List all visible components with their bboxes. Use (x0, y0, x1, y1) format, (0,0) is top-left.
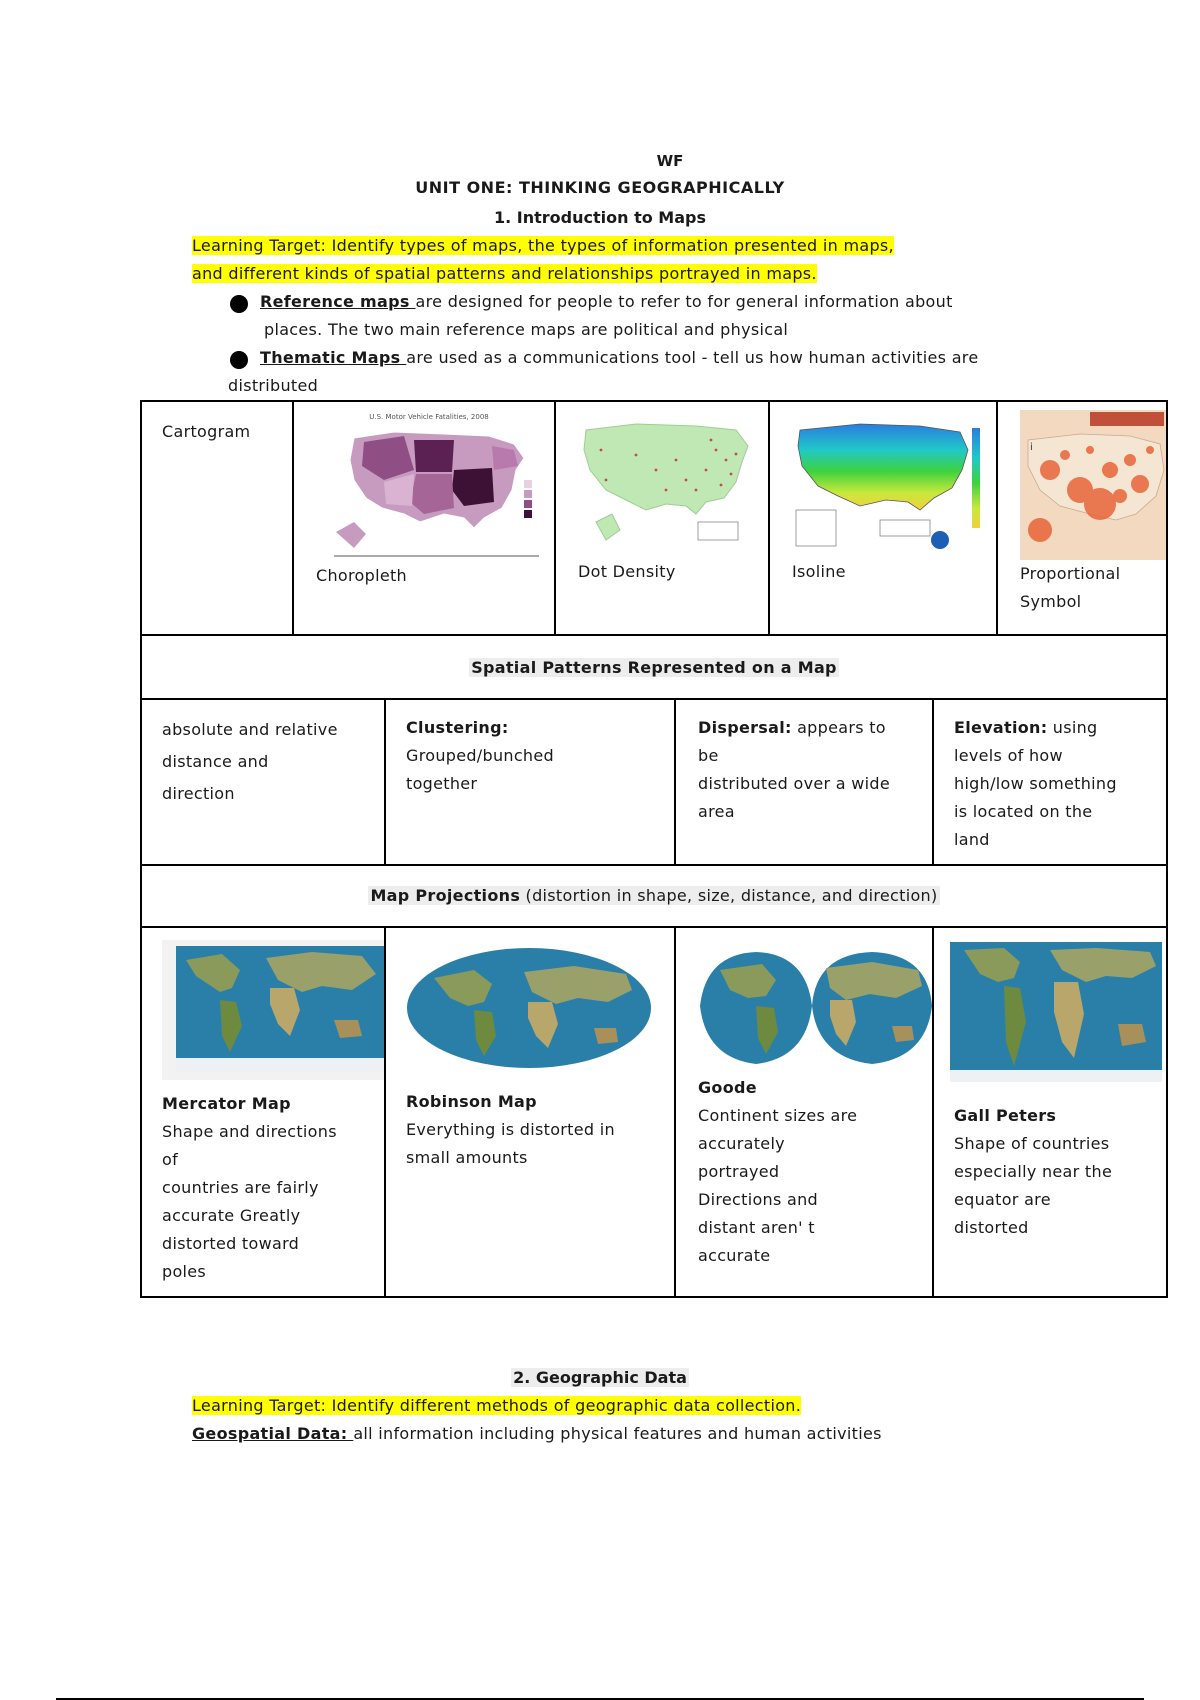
learning-target-1-line1: Learning Target: Identify types of maps, the types of information presented in maps, (192, 236, 894, 255)
maps-table (140, 400, 1168, 1298)
dot-density-label: Dot Density (578, 562, 676, 581)
isoline-label: Isoline (792, 562, 846, 581)
spatial-patterns-row (141, 699, 1167, 865)
proportional-symbol-cell (997, 401, 1167, 635)
clustering-text: Clustering: Grouped/bunched together (406, 718, 554, 793)
isoline-map-image (790, 410, 990, 556)
reference-maps-line1: Reference maps are designed for people to refer to for general information about (260, 292, 953, 311)
thematic-maps-line1: Thematic Maps are used as a communications tool - tell us how human activities are (260, 348, 979, 367)
spatial-patterns-heading: Spatial Patterns Represented on a Map (471, 658, 837, 677)
reference-maps-line2: places. The two main reference maps are political and physical (264, 320, 789, 339)
geospatial-data-term: Geospatial Data: (192, 1424, 354, 1443)
thematic-maps-line2: distributed (228, 376, 319, 395)
elevation-text: Elevation: using levels of how high/low something is located on the land (954, 718, 1117, 849)
isoline-cell (769, 401, 997, 635)
proportional-symbol-map-image (1020, 410, 1166, 560)
map-projections-heading: Map Projections (distortion in shape, size, distance, and direction) (370, 886, 938, 905)
learning-target-2: Learning Target: Identify different methods of geographic data collection. (192, 1396, 802, 1415)
reference-maps-term: Reference maps (260, 292, 416, 311)
svg-text:i: i (1030, 442, 1033, 453)
dot-density-map-image (576, 410, 756, 550)
goode-map-image (696, 946, 932, 1076)
choropleth-cell (293, 401, 555, 635)
robinson-description: Robinson Map Everything is distorted in small amounts (406, 1092, 615, 1167)
goode-description: Goode Continent sizes are accurately portrayed Directions and distant aren' t accurate (698, 1078, 858, 1265)
mercator-description: Mercator Map Shape and directions of countries are fairly accurate Greatly distorted toward poles (162, 1094, 337, 1281)
distance-direction-text: absolute and relative distance and direction (162, 720, 338, 803)
bullet-icon (230, 351, 248, 369)
learning-target-1-line2: and different kinds of spatial patterns and relationships portrayed in maps. (192, 264, 817, 283)
initials: WF (656, 152, 684, 170)
svg-text:U.S. Motor Vehicle Fatalities,: U.S. Motor Vehicle Fatalities, 2008 (369, 413, 489, 421)
map-projections-row (141, 927, 1167, 1297)
gall-peters-description: Gall Peters Shape of countries especially near the equator are distorted (954, 1106, 1113, 1237)
choropleth-label: Choropleth (316, 566, 407, 585)
thematic-maps-term: Thematic Maps (260, 348, 407, 367)
cartogram-cell (141, 401, 293, 635)
section1-title: 1. Introduction to Maps (494, 208, 706, 227)
geospatial-data-line: Geospatial Data: all information including physical features and human activities (192, 1424, 882, 1443)
bullet-icon (230, 295, 248, 313)
dispersal-text: Dispersal: appears to be distributed over a wide area (698, 718, 890, 821)
section2-title: 2. Geographic Data (513, 1368, 687, 1387)
mercator-map-image (162, 940, 384, 1080)
robinson-map-image (404, 944, 654, 1074)
gall-peters-map-image (950, 942, 1162, 1082)
dot-density-cell (555, 401, 769, 635)
choropleth-map-image (324, 410, 554, 560)
unit-title: UNIT ONE: THINKING GEOGRAPHICALLY (415, 178, 785, 197)
proportional-symbol-label: Proportional Symbol (1020, 564, 1121, 611)
map-projections-heading-cell (141, 865, 1167, 927)
spatial-patterns-heading-cell (141, 635, 1167, 699)
cartogram-label: Cartogram (162, 422, 251, 441)
